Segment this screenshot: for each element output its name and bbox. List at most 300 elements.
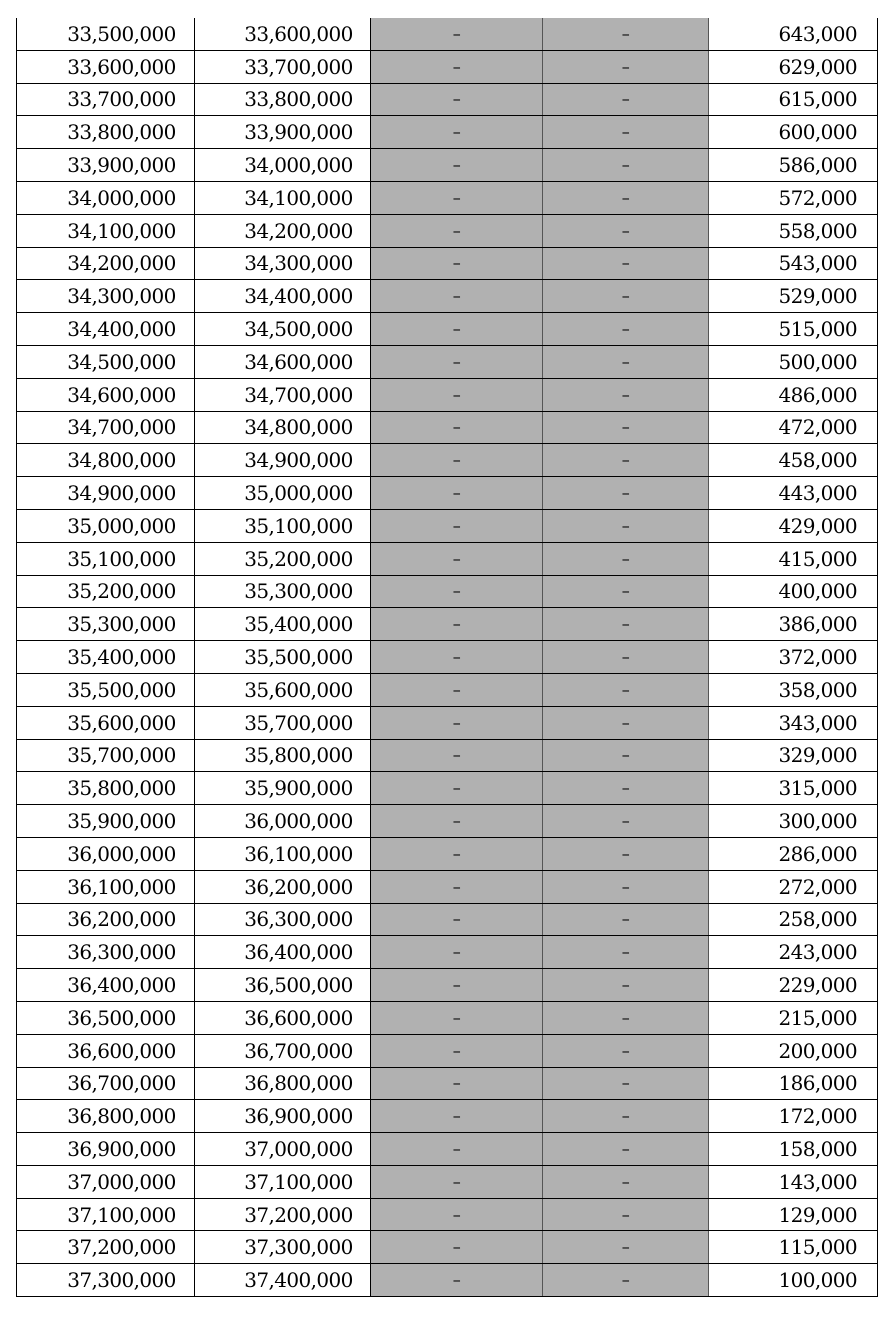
shaded-dash-cell: –: [543, 378, 709, 411]
range-to-value: 35,800,000: [244, 743, 353, 768]
shaded-dash-cell: –: [543, 313, 709, 346]
range-from-value: 35,900,000: [67, 809, 176, 834]
range-from-cell: [17, 1001, 195, 1034]
range-to-cell: [195, 772, 371, 805]
range-from-cell: [17, 805, 195, 838]
shaded-dash-cell: –: [371, 1264, 543, 1297]
shaded-dash-cell: –: [543, 247, 709, 280]
table-row: [17, 378, 878, 411]
shaded-dash-cell: –: [543, 1231, 709, 1264]
shaded-dash-cell: –: [371, 50, 543, 83]
amount-cell: 215,000: [709, 1001, 878, 1034]
shaded-dash-cell: –: [371, 18, 543, 50]
shaded-dash-cell: –: [543, 1133, 709, 1166]
range-from-value: 36,300,000: [67, 940, 176, 965]
shaded-dash-cell: –: [543, 542, 709, 575]
shaded-dash-cell: –: [371, 706, 543, 739]
shaded-dash-cell: –: [371, 903, 543, 936]
amount-cell: 515,000: [709, 313, 878, 346]
amount-cell: 572,000: [709, 181, 878, 214]
shaded-dash-cell: –: [371, 1198, 543, 1231]
table-row: [17, 1001, 878, 1034]
amount-cell: 443,000: [709, 477, 878, 510]
amount-cell: 486,000: [709, 378, 878, 411]
amount-cell: 200,000: [709, 1034, 878, 1067]
shaded-dash-cell: –: [543, 444, 709, 477]
shaded-dash-cell: –: [543, 1100, 709, 1133]
table-row: [17, 149, 878, 182]
amount-cell: 243,000: [709, 936, 878, 969]
range-from-value: 36,400,000: [67, 973, 176, 997]
range-from-cell: [17, 247, 195, 280]
range-from-value: 37,100,000: [67, 1202, 176, 1227]
range-to-value: 33,900,000: [244, 120, 353, 145]
amount-cell: 643,000: [709, 18, 878, 50]
table-row: [17, 411, 878, 444]
table-row: [17, 1198, 878, 1231]
range-to-value: 36,600,000: [244, 1005, 353, 1030]
range-to-value: 37,000,000: [244, 1136, 353, 1161]
range-to-value: 36,900,000: [244, 1104, 353, 1129]
range-to-cell: [195, 1034, 371, 1067]
table-row: [17, 345, 878, 378]
range-from-value: 36,000,000: [67, 841, 176, 866]
shaded-dash-cell: –: [371, 1231, 543, 1264]
table-row: [17, 509, 878, 542]
range-from-cell: [17, 673, 195, 706]
shaded-dash-cell: –: [371, 772, 543, 805]
table-row: [17, 18, 878, 50]
range-from-cell: [17, 575, 195, 608]
range-to-cell: [195, 411, 371, 444]
table-row: [17, 50, 878, 83]
shaded-dash-cell: –: [543, 1198, 709, 1231]
range-to-value: 34,000,000: [244, 153, 353, 178]
range-from-value: 36,800,000: [67, 1104, 176, 1129]
amount-cell: 143,000: [709, 1165, 878, 1198]
range-to-value: 35,000,000: [244, 481, 353, 506]
amount-cell: 258,000: [709, 903, 878, 936]
shaded-dash-cell: –: [543, 1034, 709, 1067]
range-from-value: 33,900,000: [67, 153, 176, 178]
range-from-value: 35,200,000: [67, 579, 176, 604]
range-to-cell: [195, 608, 371, 641]
amount-cell: 472,000: [709, 411, 878, 444]
range-to-value: 34,900,000: [244, 448, 353, 473]
range-to-cell: [195, 444, 371, 477]
shaded-dash-cell: –: [371, 1165, 543, 1198]
table-row: [17, 969, 878, 1002]
table-row: [17, 1231, 878, 1264]
shaded-dash-cell: –: [543, 83, 709, 116]
amount-cell: 172,000: [709, 1100, 878, 1133]
range-from-value: 36,700,000: [67, 1071, 176, 1096]
range-from-cell: [17, 509, 195, 542]
range-to-cell: [195, 936, 371, 969]
table-row: [17, 772, 878, 805]
range-from-cell: [17, 706, 195, 739]
shaded-dash-cell: –: [371, 247, 543, 280]
range-to-value: 36,700,000: [244, 1038, 353, 1063]
range-to-cell: [195, 542, 371, 575]
range-from-cell: [17, 936, 195, 969]
amount-cell: 286,000: [709, 837, 878, 870]
range-from-value: 35,100,000: [67, 546, 176, 571]
range-to-cell: [195, 969, 371, 1002]
range-from-cell: [17, 313, 195, 346]
range-to-value: 34,100,000: [244, 185, 353, 210]
table-row: [17, 575, 878, 608]
range-to-cell: [195, 83, 371, 116]
range-from-value: 36,200,000: [67, 907, 176, 932]
shaded-dash-cell: –: [371, 739, 543, 772]
range-from-cell: [17, 739, 195, 772]
shaded-dash-cell: –: [543, 805, 709, 838]
range-from-value: 37,300,000: [67, 1268, 176, 1293]
range-to-cell: [195, 1264, 371, 1297]
range-to-cell: [195, 149, 371, 182]
table-row: [17, 706, 878, 739]
range-to-cell: [195, 673, 371, 706]
range-from-cell: [17, 641, 195, 674]
range-to-value: 35,200,000: [244, 546, 353, 571]
range-from-value: 34,600,000: [67, 382, 176, 407]
amount-cell: 429,000: [709, 509, 878, 542]
range-to-value: 35,700,000: [244, 710, 353, 735]
range-to-cell: [195, 1133, 371, 1166]
range-to-value: 37,100,000: [244, 1169, 353, 1194]
range-from-cell: [17, 411, 195, 444]
table-row: [17, 444, 878, 477]
range-to-value: 34,600,000: [244, 349, 353, 374]
range-from-cell: [17, 83, 195, 116]
range-to-cell: [195, 378, 371, 411]
table-row: [17, 805, 878, 838]
shaded-dash-cell: –: [543, 116, 709, 149]
range-to-cell: [195, 313, 371, 346]
range-to-value: 37,300,000: [244, 1235, 353, 1260]
range-to-value: 35,400,000: [244, 612, 353, 637]
shaded-dash-cell: –: [543, 18, 709, 50]
table-row: [17, 116, 878, 149]
shaded-dash-cell: –: [543, 739, 709, 772]
shaded-dash-cell: –: [371, 1133, 543, 1166]
shaded-dash-cell: –: [543, 477, 709, 510]
table-row: [17, 477, 878, 510]
range-from-cell: [17, 542, 195, 575]
amount-cell: 343,000: [709, 706, 878, 739]
range-to-cell: [195, 641, 371, 674]
amount-cell: 400,000: [709, 575, 878, 608]
range-to-cell: [195, 477, 371, 510]
range-to-value: 34,800,000: [244, 415, 353, 440]
range-to-cell: [195, 870, 371, 903]
range-from-cell: [17, 1100, 195, 1133]
range-from-cell: [17, 1133, 195, 1166]
range-from-cell: [17, 969, 195, 1002]
shaded-dash-cell: –: [371, 1034, 543, 1067]
range-to-value: 34,400,000: [244, 284, 353, 309]
shaded-dash-cell: –: [371, 149, 543, 182]
range-from-cell: [17, 1231, 195, 1264]
range-to-value: 33,800,000: [244, 87, 353, 112]
shaded-dash-cell: –: [371, 673, 543, 706]
shaded-dash-cell: –: [543, 1067, 709, 1100]
shaded-dash-cell: –: [371, 837, 543, 870]
range-from-value: 33,800,000: [67, 120, 176, 145]
table-row: [17, 313, 878, 346]
range-to-cell: [195, 739, 371, 772]
table-row: [17, 608, 878, 641]
shaded-dash-cell: –: [371, 805, 543, 838]
range-from-value: 37,000,000: [67, 1169, 176, 1194]
range-from-value: 34,800,000: [67, 448, 176, 473]
range-from-cell: [17, 149, 195, 182]
amount-cell: 129,000: [709, 1198, 878, 1231]
range-from-value: 35,300,000: [67, 612, 176, 637]
range-from-cell: [17, 903, 195, 936]
range-to-value: 36,000,000: [244, 809, 353, 834]
range-to-cell: [195, 509, 371, 542]
range-to-value: 35,500,000: [244, 645, 353, 670]
table-row: [17, 1264, 878, 1297]
shaded-dash-cell: –: [371, 214, 543, 247]
range-from-value: 34,500,000: [67, 349, 176, 374]
range-to-cell: [195, 575, 371, 608]
range-to-cell: [195, 181, 371, 214]
range-from-cell: [17, 1165, 195, 1198]
shaded-dash-cell: –: [371, 542, 543, 575]
range-from-value: 34,300,000: [67, 284, 176, 309]
range-to-cell: [195, 214, 371, 247]
range-from-value: 33,600,000: [67, 54, 176, 79]
shaded-dash-cell: –: [371, 116, 543, 149]
range-to-cell: [195, 1001, 371, 1034]
shaded-dash-cell: –: [371, 345, 543, 378]
amount-cell: 115,000: [709, 1231, 878, 1264]
shaded-dash-cell: –: [371, 1001, 543, 1034]
shaded-dash-cell: –: [543, 837, 709, 870]
range-from-cell: [17, 870, 195, 903]
tax-table: [16, 18, 877, 1297]
range-to-cell: [195, 805, 371, 838]
shaded-dash-cell: –: [371, 509, 543, 542]
range-to-value: 34,700,000: [244, 382, 353, 407]
shaded-dash-cell: –: [543, 411, 709, 444]
range-from-cell: [17, 181, 195, 214]
shaded-dash-cell: –: [543, 1001, 709, 1034]
amount-cell: 100,000: [709, 1264, 878, 1297]
range-from-cell: [17, 477, 195, 510]
range-to-value: 35,600,000: [244, 677, 353, 702]
table-row: [17, 1100, 878, 1133]
range-to-cell: [195, 247, 371, 280]
shaded-dash-cell: –: [543, 149, 709, 182]
range-from-value: 34,000,000: [67, 185, 176, 210]
range-from-value: 35,000,000: [67, 513, 176, 538]
shaded-dash-cell: –: [371, 641, 543, 674]
range-from-value: 35,400,000: [67, 645, 176, 670]
range-from-cell: [17, 18, 195, 50]
range-to-value: 36,800,000: [244, 1071, 353, 1096]
range-from-cell: [17, 50, 195, 83]
range-to-cell: [195, 50, 371, 83]
table-row: [17, 181, 878, 214]
range-to-cell: [195, 116, 371, 149]
range-from-value: 35,800,000: [67, 776, 176, 801]
range-to-value: 33,600,000: [244, 21, 353, 46]
amount-cell: 229,000: [709, 969, 878, 1002]
range-from-cell: [17, 608, 195, 641]
range-to-value: 34,300,000: [244, 251, 353, 276]
shaded-dash-cell: –: [543, 706, 709, 739]
shaded-dash-cell: –: [543, 772, 709, 805]
range-to-value: 33,700,000: [244, 54, 353, 79]
shaded-dash-cell: –: [543, 608, 709, 641]
table-row: [17, 837, 878, 870]
shaded-dash-cell: –: [371, 608, 543, 641]
shaded-dash-cell: –: [543, 280, 709, 313]
range-from-value: 36,100,000: [67, 874, 176, 899]
shaded-dash-cell: –: [371, 969, 543, 1002]
range-from-value: 35,600,000: [67, 710, 176, 735]
shaded-dash-cell: –: [371, 477, 543, 510]
range-from-value: 33,500,000: [67, 21, 176, 46]
amount-cell: 386,000: [709, 608, 878, 641]
range-to-cell: [195, 1067, 371, 1100]
shaded-dash-cell: –: [371, 280, 543, 313]
shaded-dash-cell: –: [543, 969, 709, 1002]
shaded-dash-cell: –: [543, 903, 709, 936]
range-to-value: 35,900,000: [244, 776, 353, 801]
shaded-dash-cell: –: [543, 870, 709, 903]
table-row: [17, 280, 878, 313]
range-to-cell: [195, 1100, 371, 1133]
shaded-dash-cell: –: [543, 214, 709, 247]
range-from-cell: [17, 280, 195, 313]
table-row: [17, 1133, 878, 1166]
range-from-value: 34,100,000: [67, 218, 176, 243]
amount-cell: 458,000: [709, 444, 878, 477]
range-to-cell: [195, 345, 371, 378]
table-row: [17, 673, 878, 706]
range-to-value: 36,100,000: [244, 841, 353, 866]
range-to-value: 35,100,000: [244, 513, 353, 538]
shaded-dash-cell: –: [371, 181, 543, 214]
range-to-value: 36,200,000: [244, 874, 353, 899]
range-from-cell: [17, 1034, 195, 1067]
range-to-value: 37,400,000: [244, 1268, 353, 1293]
table-row: [17, 214, 878, 247]
shaded-dash-cell: –: [371, 1100, 543, 1133]
shaded-dash-cell: –: [371, 313, 543, 346]
table-row: [17, 247, 878, 280]
amount-cell: 315,000: [709, 772, 878, 805]
range-to-value: 36,400,000: [244, 940, 353, 965]
range-from-value: 35,700,000: [67, 743, 176, 768]
shaded-dash-cell: –: [543, 936, 709, 969]
shaded-dash-cell: –: [371, 83, 543, 116]
table-row: [17, 1165, 878, 1198]
shaded-dash-cell: –: [371, 870, 543, 903]
table-row: [17, 1067, 878, 1100]
range-from-value: 36,600,000: [67, 1038, 176, 1063]
range-from-value: 34,900,000: [67, 481, 176, 506]
range-from-value: 37,200,000: [67, 1235, 176, 1260]
range-to-value: 34,500,000: [244, 317, 353, 342]
table-body: [17, 18, 878, 1297]
shaded-dash-cell: –: [543, 509, 709, 542]
shaded-dash-cell: –: [543, 50, 709, 83]
table-row: [17, 936, 878, 969]
table-row: [17, 1034, 878, 1067]
shaded-dash-cell: –: [543, 641, 709, 674]
amount-cell: 529,000: [709, 280, 878, 313]
shaded-dash-cell: –: [543, 575, 709, 608]
amount-cell: 415,000: [709, 542, 878, 575]
range-to-cell: [195, 1231, 371, 1264]
shaded-dash-cell: –: [371, 411, 543, 444]
range-from-cell: [17, 1264, 195, 1297]
amount-cell: 300,000: [709, 805, 878, 838]
table-row: [17, 83, 878, 116]
bracket-table: [16, 18, 878, 1297]
amount-cell: 329,000: [709, 739, 878, 772]
range-to-cell: [195, 1198, 371, 1231]
amount-cell: 186,000: [709, 1067, 878, 1100]
amount-cell: 372,000: [709, 641, 878, 674]
range-from-cell: [17, 214, 195, 247]
range-from-cell: [17, 1198, 195, 1231]
table-row: [17, 870, 878, 903]
shaded-dash-cell: –: [371, 378, 543, 411]
shaded-dash-cell: –: [371, 936, 543, 969]
range-from-value: 34,400,000: [67, 317, 176, 342]
range-to-value: 36,500,000: [244, 973, 353, 997]
range-to-value: 34,200,000: [244, 218, 353, 243]
shaded-dash-cell: –: [371, 444, 543, 477]
range-from-cell: [17, 1067, 195, 1100]
range-from-cell: [17, 116, 195, 149]
amount-cell: 558,000: [709, 214, 878, 247]
shaded-dash-cell: –: [543, 345, 709, 378]
table-row: [17, 903, 878, 936]
range-from-cell: [17, 345, 195, 378]
amount-cell: 615,000: [709, 83, 878, 116]
range-to-cell: [195, 1165, 371, 1198]
range-from-value: 36,900,000: [67, 1136, 176, 1161]
range-from-value: 33,700,000: [67, 87, 176, 112]
shaded-dash-cell: –: [543, 1165, 709, 1198]
shaded-dash-cell: –: [371, 575, 543, 608]
range-to-cell: [195, 903, 371, 936]
range-to-cell: [195, 706, 371, 739]
amount-cell: 358,000: [709, 673, 878, 706]
range-from-value: 34,700,000: [67, 415, 176, 440]
shaded-dash-cell: –: [371, 1067, 543, 1100]
table-row: [17, 739, 878, 772]
range-from-value: 35,500,000: [67, 677, 176, 702]
shaded-dash-cell: –: [543, 181, 709, 214]
range-from-value: 34,200,000: [67, 251, 176, 276]
range-to-cell: [195, 18, 371, 50]
amount-cell: 500,000: [709, 345, 878, 378]
table-row: [17, 542, 878, 575]
range-from-value: 36,500,000: [67, 1005, 176, 1030]
amount-cell: 543,000: [709, 247, 878, 280]
range-to-cell: [195, 280, 371, 313]
amount-cell: 629,000: [709, 50, 878, 83]
